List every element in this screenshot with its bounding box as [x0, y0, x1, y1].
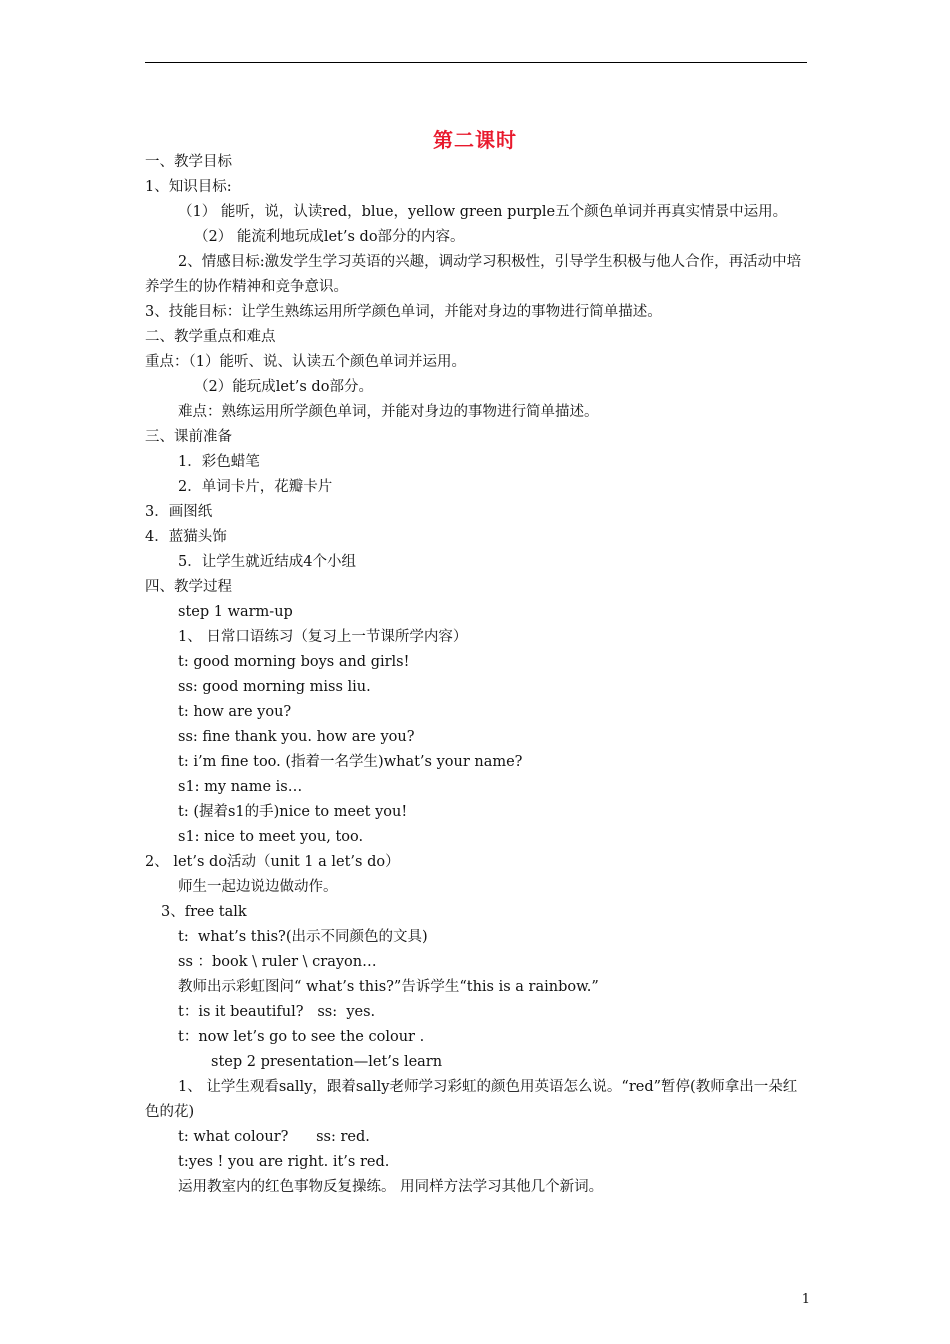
text-line: 二、教学重点和难点 — [145, 329, 276, 345]
document-body — [145, 150, 810, 1200]
text-line: t: what’s this?(出示不同颜色的文具) — [178, 929, 428, 945]
text-line: ss: fine thank you. how are you? — [178, 729, 415, 745]
text-line: t:yes ! you are right. it’s red. — [178, 1154, 390, 1170]
text-line: 难点：熟练运用所学颜色单词，并能对身边的事物进行简单描述。 — [178, 404, 599, 420]
text-line: 1．彩色蜡笔 — [178, 454, 260, 470]
text-line: 5．让学生就近结成4个小组 — [178, 554, 356, 570]
text-line: 重点：（1）能听、说、认读五个颜色单词并运用。 — [145, 354, 466, 370]
text-line: s1: my name is… — [178, 779, 303, 795]
text-line: （2） 能流利地玩成let’s do部分的内容。 — [194, 229, 465, 245]
text-line: 三、课前准备 — [145, 429, 232, 445]
text-line: t: good morning boys and girls! — [178, 654, 410, 670]
text-line: 2、 let’s do活动（unit 1 a let’s do） — [145, 854, 400, 870]
text-line: step 2 presentation—let’s learn — [211, 1054, 443, 1070]
text-line: 3、free talk — [161, 904, 247, 920]
document-title: 第二课时 — [433, 128, 517, 152]
page-number: 1 — [801, 1292, 810, 1307]
text-line: step 1 warm-up — [178, 604, 293, 620]
text-line: （2）能玩成let’s do部分。 — [194, 379, 373, 395]
text-line: 3．画图纸 — [145, 504, 213, 520]
text-line: 2、情感目标:激发学生学习英语的兴趣，调动学习积极性，引导学生积极与他人合作，再活动中培养学生的协作精神和竞争意识。 — [145, 254, 802, 295]
text-line: t: (握着s1的手)nice to meet you! — [178, 804, 408, 820]
text-line: t：now let’s go to see the colour . — [178, 1029, 425, 1045]
text-line: t: what colour? ss: red. — [178, 1129, 370, 1145]
text-line: 2．单词卡片，花瓣卡片 — [178, 479, 333, 495]
text-line: 1、 日常口语练习（复习上一节课所学内容） — [178, 629, 468, 645]
header-rule — [145, 62, 807, 63]
text-line: 教师出示彩虹图问“ what’s this?”告诉学生“this is a rainbow.” — [178, 979, 599, 995]
text-line: t: how are you? — [178, 704, 292, 720]
text-line: 运用教室内的红色事物反复操练。 用同样方法学习其他几个新词。 — [178, 1179, 604, 1195]
text-line: s1: nice to meet you, too. — [178, 829, 364, 845]
text-line: 3、技能目标：让学生熟练运用所学颜色单词，并能对身边的事物进行简单描述。 — [145, 304, 662, 320]
text-line: ss: good morning miss liu. — [178, 679, 371, 695]
text-line: 1、 让学生观看sally，跟着sally老师学习彩虹的颜色用英语怎么说。“red”暂停(教师拿出一朵红色的花) — [145, 1079, 798, 1120]
text-line: （1） 能听，说，认读red，blue，yellow green purple五个颜色单词并再真实情景中运用。 — [178, 204, 788, 220]
text-line: 1、知识目标: — [145, 179, 232, 195]
text-line: t：is it beautiful? ss: yes. — [178, 1004, 376, 1020]
text-line: ss ：book \ ruler \ crayon… — [178, 954, 377, 970]
text-line: 一、教学目标 — [145, 154, 232, 170]
text-line: 四、教学过程 — [145, 579, 232, 595]
text-line: t: i’m fine too. (指着一名学生)what’s your name? — [178, 754, 523, 770]
text-line: 师生一起边说边做动作。 — [178, 879, 338, 895]
text-line: 4．蓝猫头饰 — [145, 529, 227, 545]
